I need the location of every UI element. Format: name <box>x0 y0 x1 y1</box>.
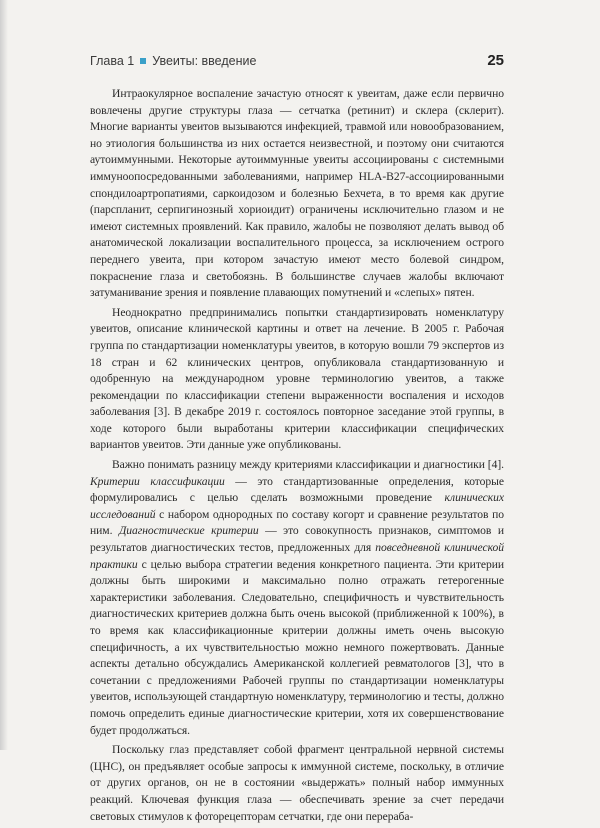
chapter-label: Глава 1 <box>90 54 135 68</box>
paragraph <box>90 742 504 825</box>
italic-term: Диагностические критерии <box>118 524 259 538</box>
body-text <box>90 86 504 828</box>
text-run: с целью выбора стратегии ведения конкретного пациента. Эти критерии должны быть широкими и максимально полно отражать гетерогенные характеристики заболевания. Следовательно, специфичность и чувствительность диагностических критериев должна быть очень высокой (приближенной к 100%), в то время как классификационные критерии должны иметь очень высокую специфичность, а их чувствительностью можно немного пожертвовать. Данные аспекты детально обсуждались Американской коллегией ревматологов [3], что в сочетании с предложениями Рабочей группы по стандартизации номенклатуры увеитов, использующей стандартную номенклатуру, терминологию и тесты, должно помочь определить единые диагностические критерии, хотя их совершенствование будет продолжаться. <box>90 557 504 737</box>
paragraph <box>90 86 504 302</box>
paragraph <box>90 305 504 454</box>
text-run: Поскольку глаз представляет собой фрагмент центральной нервной системы (ЦНС), он предъявляет особые запросы к иммунной системе, поскольку, в отличие от других органов, он не в состоянии «выдержать» полный набор иммунных реакций. Ключевая функция глаза — обеспечивать зрение за счет передачи световых стимулов к фоторецепторам сетчатки, где они перераба- <box>90 743 504 823</box>
page-edge-shadow <box>0 0 8 750</box>
section-title: Увеиты: введение <box>152 54 257 68</box>
italic-term: клинических исследований <box>90 491 504 521</box>
text-run: с набором однородных по составу когорт и сравнение результатов по ним. <box>90 507 504 538</box>
square-bullet-icon <box>140 58 146 64</box>
running-header <box>90 52 504 72</box>
page-number: 25 <box>487 52 504 69</box>
paragraph <box>90 457 504 739</box>
italic-term: Критерии классификации <box>90 474 225 488</box>
text-run: — это совокупность признаков, симптомов и результатов диагностических тестов, предложенных для <box>90 524 504 555</box>
text-run: — это стандартизованные определения, которые формулировались с целью сделать возможными проведение <box>90 474 504 505</box>
text-run: Важно понимать разницу между критериями классификации и диагностики [4]. <box>112 458 504 472</box>
italic-term: повседневной клинической практики <box>90 541 504 571</box>
chapter-heading <box>90 54 256 68</box>
text-run: Интраокулярное воспаление зачастую относят к увеитам, даже если первично вовлечены другие структуры глаза — сетчатка (ретинит) и склера (склерит). Многие варианты увеитов вызываются инфекцией, травмой или новообразованием, но этиология большинства из них остается неизвестной, и поэтому они считаются аутоиммунными. Некоторые аутоиммунные увеиты ассоциированы с системными иммуноопосредованными заболеваниями, например HLA-B27-ассоциированными спондилоартропатиями, саркоидозом и болезнью Бехчета, в то время как другие (парспланит, серпигинозный хориоидит) ограничены исключительно глазом и не имеют системных проявлений. Как правило, жалобы не позволяют делать вывод об анатомической локализации воспалительного процесса, за исключением острого переднего увеита, при котором зачастую имеют место болевой синдром, покраснение глаза и светобоязнь. В большинстве случаев жалобы включают затуманивание зрения и появление плавающих помутнений и «слепых» пятен. <box>90 87 504 300</box>
text-run: Неоднократно предпринимались попытки стандартизировать номенклатуру увеитов, описание клинической картины и ответ на лечение. В 2005 г. Рабочая группа по стандартизации номенклатуры увеитов, в которую вошли 79 экспертов из 18 стран и 62 клинических центров, опубликовала стандартизованную и одобренную на международном уровне терминологию увеитов, а также рекомендации по классификации степени выраженности воспаления и исходов заболевания [3]. В декабре 2019 г. состоялось повторное заседание этой группы, в ходе которого были выработаны критерии классификации специфических вариантов увеитов. Эти данные уже опубликованы. <box>90 305 504 452</box>
